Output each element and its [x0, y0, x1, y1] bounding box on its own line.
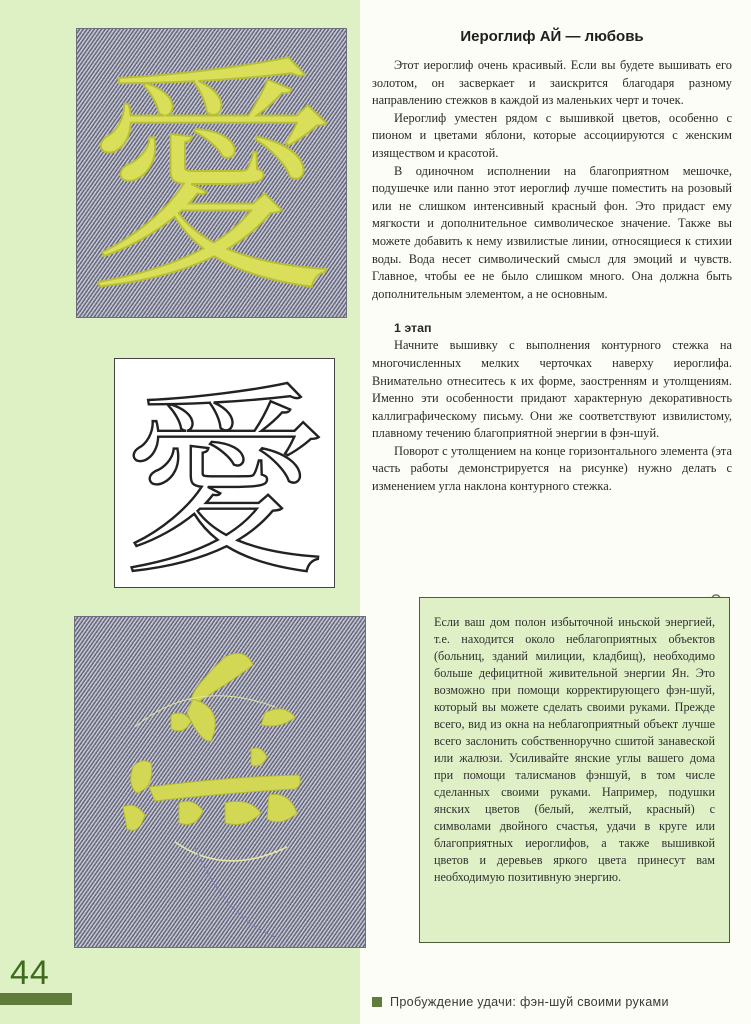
article-paragraph-3: В одиночном исполнении на благоприятном мешочке, подушечке или панно этот иероглиф лучше поместить на розовый или не слишком интенсивный красный фон. Это придаст ему мягкости и дополнительное символическое значение. Также вы можете добавить к нему извилистые линии, относящиеся к стихии воды. Вода несет символический смысл для эмоций и чувств. Главное, чтобы ее не было слишком много. Она должна быть дополнительным элементом, а не основным.	[372, 163, 732, 301]
running-footer	[372, 995, 669, 1009]
stage-paragraph-1: Начните вышивку с выполнения контурного стежка на многочисленных мелких черточках наверху иероглифа. Внимательно отнеситесь к их форме, заостренням и утолщениям. Именно эти особенности придают характерную декоративность каллиграфическому письму. Они же соответствуют извилистому, плавному течению благоприятной энергии в фэн-шуй.	[372, 338, 732, 441]
footer-square-icon	[372, 997, 382, 1007]
gold-character: 愛	[86, 35, 336, 317]
stage-heading: 1 этап	[394, 321, 432, 336]
outline-character-drawing	[115, 359, 334, 587]
article-paragraph-2: Иероглиф уместен рядом с вышивкой цветов, особенно с пионом и цветами яблони, которые ассоциируются с женским изяществом и красотой.	[372, 110, 732, 160]
article-paragraph-1: Этот иероглиф очень красивый. Если вы будете вышивать его золотом, он засверкает и заискрится благодаря разному направлению стежков в каждой из маленьких черт и точек.	[372, 58, 732, 108]
article-title: Иероглиф АЙ — любовь	[460, 28, 644, 45]
feng-shui-note-box	[419, 597, 730, 943]
embroidered-character-gold	[77, 29, 346, 317]
footer-title: Пробуждение удачи: фэн-шуй своими руками	[390, 995, 669, 1009]
in-progress-embroidery-photo	[74, 616, 366, 948]
stitched-strokes	[123, 653, 300, 830]
bottom-rule	[0, 993, 72, 1005]
finished-embroidery-photo	[76, 28, 347, 318]
page-number: 44	[10, 954, 50, 992]
note-text: Если ваш дом полон избыточной иньской энергией, т.е. находится около неблагоприятных объектов (больниц, зданий милиции, кладбищ), необходимо больше дефицитной живительной энергии Ян. Это возможно при помощи корректирующего фэн-шуй, который вы можете сделать своими руками. Прежде всего, вид из окна на неблагоприятный объект лучше всего заслонить собственноручно сшитой занавеской или жалюзи. Усиливайте янские углы вашего дома при помощи талисманов фэншуй, в том числе сделанных своими руками. Например, подушки янских цветов (белый, желтый, красный) с символами двойного счастья, удачи в круге или благоприятных иероглифов, а также вышивкой цветов и деревьев яркого цвета принесут вам необходимую позитивную энергию.	[434, 615, 715, 884]
article-text-column	[372, 28, 732, 496]
stage-paragraph-2: Поворот с утолщением на конце горизонтального элемента (эта часть работы демонстрируется на рисунке) нужно делать с изменением угла наклона контурного стежка.	[372, 443, 732, 494]
outline-pattern-figure	[114, 358, 335, 588]
in-progress-stitches	[75, 617, 365, 947]
outline-character: 愛	[121, 366, 327, 587]
